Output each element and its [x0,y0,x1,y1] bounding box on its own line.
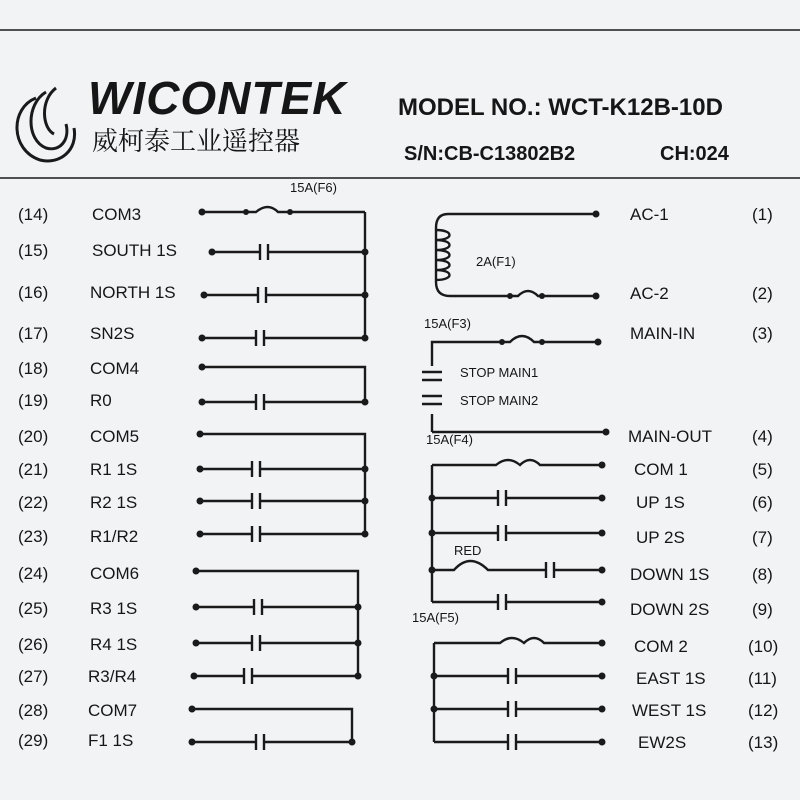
terminal-number: (20) [18,427,49,446]
terminal-number: (22) [18,493,49,512]
terminal-number: (18) [18,359,49,378]
terminal-number: (28) [18,701,49,720]
terminal-dot [599,599,606,606]
terminal-label: F1 1S [88,731,134,750]
terminal-label: MAIN-OUT [628,427,713,446]
terminal-number: (8) [752,565,773,584]
terminal-label: COM 1 [634,460,688,479]
stop-main1-label: STOP MAIN1 [460,365,539,380]
channel-number: CH:024 [660,143,729,165]
terminal-label: COM 2 [634,637,688,656]
fuse-f6-label: 15A(F6) [290,180,337,195]
terminal-label: SN2S [90,324,135,343]
brand-name-chinese: 威柯泰工业遥控器 [92,127,301,157]
terminal-label: EAST 1S [636,669,706,688]
terminal-label: COM4 [90,359,140,378]
terminal-label: R1 1S [90,460,138,479]
stop-main2-label: STOP MAIN2 [460,393,539,408]
terminal-number: (29) [18,731,49,750]
terminal-label: COM5 [90,427,140,446]
serial-number: S/N:CB-C13802B2 [404,143,576,165]
terminal-number: (10) [748,637,779,656]
terminal-dot [599,739,606,746]
terminal-label: DOWN 2S [630,600,710,619]
terminal-number: (1) [752,205,773,224]
terminal-label: EW2S [638,733,687,752]
terminal-label: UP 2S [636,528,685,547]
fuse-f1-label: 2A(F1) [476,254,516,269]
terminal-number: (13) [748,733,779,752]
terminal-dot [599,640,606,647]
terminal-number: (17) [18,324,49,343]
terminal-number: (26) [18,635,49,654]
terminal-label: R4 1S [90,635,138,654]
terminal-number: (24) [18,564,49,583]
terminal-label: R3 1S [90,599,138,618]
model-number: MODEL NO.: WCT-K12B-10D [398,94,723,121]
terminal-dot [603,429,610,436]
terminal-number: (12) [748,701,779,720]
terminal-dot [593,211,600,218]
terminal-number: (14) [18,205,49,224]
terminal-dot [599,706,606,713]
fuse-f3-label: 15A(F3) [424,316,471,331]
terminal-number: (4) [752,427,773,446]
terminal-label: COM7 [88,701,138,720]
terminal-number: (6) [752,493,773,512]
terminal-number: (21) [18,460,49,479]
terminal-label: AC-2 [630,284,669,303]
terminal-label: UP 1S [636,493,685,512]
terminal-label: WEST 1S [632,701,707,720]
terminal-label: R3/R4 [88,667,137,686]
terminal-number: (11) [748,669,777,688]
terminal-number: (9) [752,600,773,619]
stop-switch-icon [420,366,444,414]
terminal-number: (7) [752,528,773,547]
terminal-dot [595,339,602,346]
terminal-number: (25) [18,599,49,618]
terminal-label: DOWN 1S [630,565,710,584]
terminal-label: COM3 [92,205,142,224]
terminal-dot [593,293,600,300]
terminal-number: (19) [18,391,49,410]
terminal-label: R0 [90,391,112,410]
terminal-number: (27) [18,667,49,686]
terminal-dot [599,530,606,537]
terminal-number: (15) [18,241,49,260]
terminal-label: COM6 [90,564,140,583]
brand-name: WICONTEK [88,72,347,124]
terminal-label: SOUTH 1S [92,241,178,260]
terminal-number: (23) [18,527,49,546]
fuse-f5-label: 15A(F5) [412,610,459,625]
terminal-label: NORTH 1S [90,283,176,302]
terminal-dot [599,495,606,502]
terminal-number: (16) [18,283,49,302]
terminal-label: R2 1S [90,493,138,512]
fuse-f4-label: 15A(F4) [426,432,473,447]
terminal-number: (3) [752,324,773,343]
terminal-dot [599,567,606,574]
terminal-number: (5) [752,460,773,479]
terminal-label: MAIN-IN [630,324,696,343]
terminal-dot [599,462,606,469]
terminal-label: R1/R2 [90,527,139,546]
terminal-dot [599,673,606,680]
red-wire-label: RED [454,543,482,558]
terminal-number: (2) [752,284,773,303]
terminal-label: AC-1 [630,205,669,224]
